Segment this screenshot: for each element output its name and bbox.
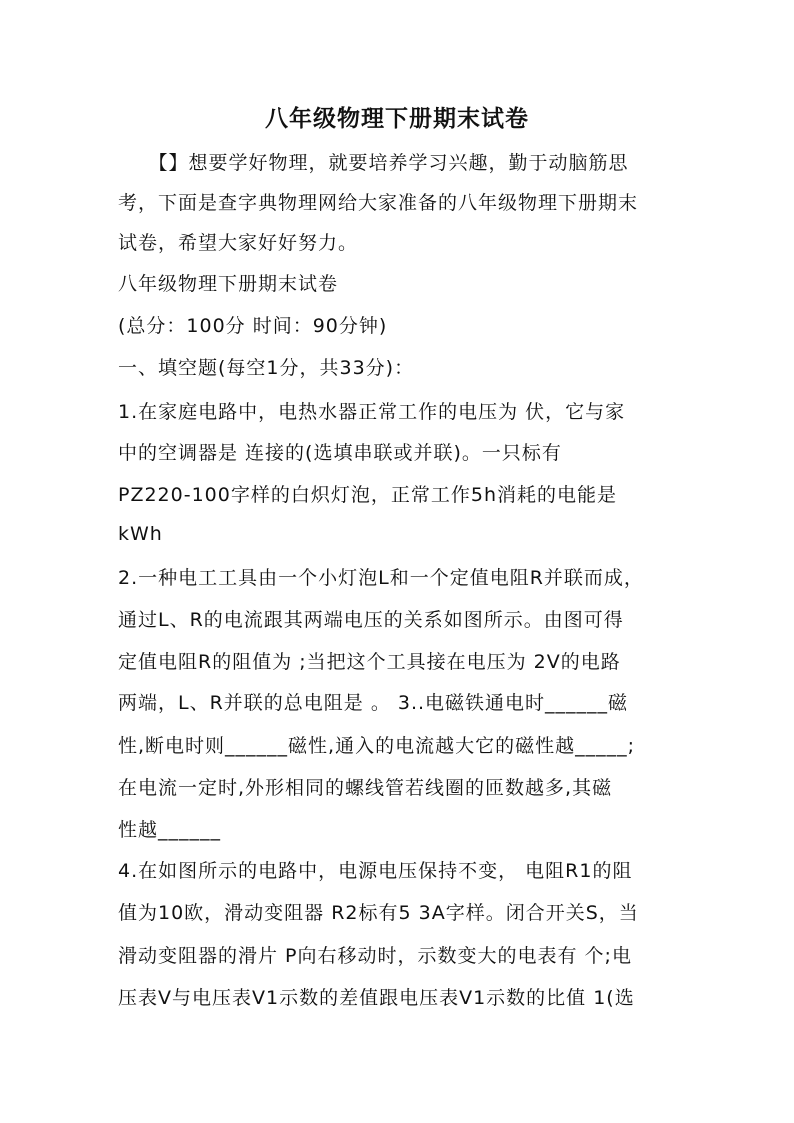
text-line: 在电流一定时,外形相同的螺线管若线圈的匝数越多,其磁 xyxy=(118,777,613,799)
text-line: 定值电阻R的阻值为 ;当把这个工具接在电压为 2V的电路 xyxy=(118,651,621,673)
text-line: 滑动变阻器的滑片 P向右移动时，示数变大的电表有 个;电 xyxy=(118,945,632,967)
text-line: 八年级物理下册期末试卷 xyxy=(118,273,339,295)
text-line: 1.在家庭电路中，电热水器正常工作的电压为 伏，它与家 xyxy=(118,401,626,423)
text-line: 一、填空题(每空1分，共33分)： xyxy=(118,357,415,379)
text-line: 性越______ xyxy=(118,819,222,841)
text-line: kWh xyxy=(118,523,163,545)
text-line: 中的空调器是 连接的(选填串联或并联)。一只标有 xyxy=(118,442,562,464)
text-line: 考，下面是查字典物理网给大家准备的八年级物理下册期末 xyxy=(118,192,639,214)
text-line: 4.在如图所示的电路中，电源电压保持不变， 电阻R1的阻 xyxy=(118,860,633,882)
text-line: 压表V与电压表V1示数的差值跟电压表V1示数的比值 1(选 xyxy=(118,987,635,1009)
text-line: PZ220-100字样的白炽灯泡，正常工作5h消耗的电能是 xyxy=(118,484,617,506)
text-line: 性,断电时则______磁性,通入的电流越大它的磁性越_____; xyxy=(118,735,635,757)
text-line: 值为10欧，滑动变阻器 R2标有5 3A字样。闭合开关S，当 xyxy=(118,902,639,924)
text-line: 2.一种电工工具由一个小灯泡L和一个定值电阻R并联而成， xyxy=(118,567,644,589)
text-line: 通过L、R的电流跟其两端电压的关系如图所示。由图可得 xyxy=(118,609,624,631)
text-line: 两端，L、R并联的总电阻是 。 3..电磁铁通电时______磁 xyxy=(118,692,629,714)
text-line: 试卷，希望大家好好努力。 xyxy=(118,232,359,254)
text-line: (总分：100分 时间：90分钟) xyxy=(118,315,388,337)
document-title: 八年级物理下册期末试卷 xyxy=(265,105,529,132)
text-line: 【】想要学好物理，就要培养学习兴趣，勤于动脑筋思 xyxy=(118,152,629,174)
